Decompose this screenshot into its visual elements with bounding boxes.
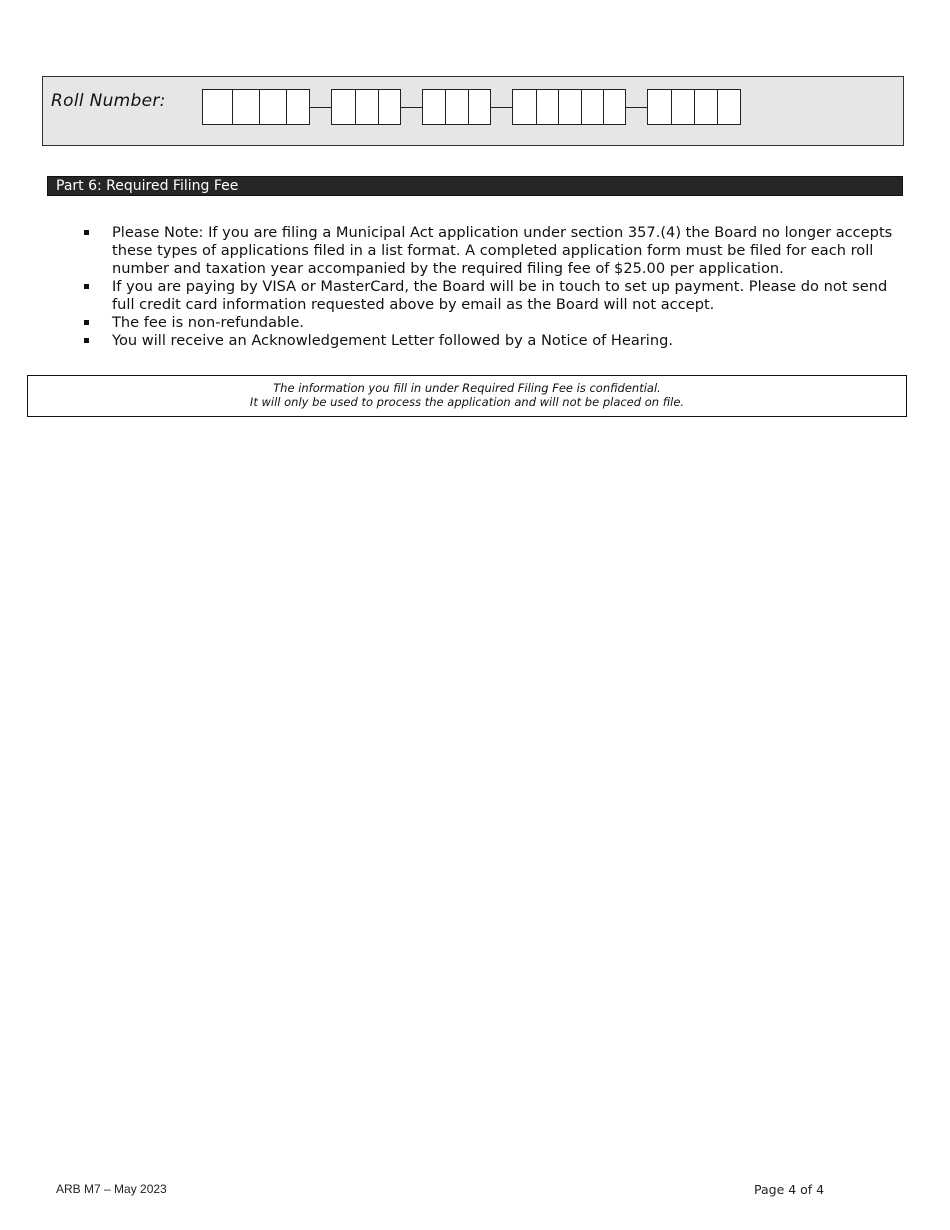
roll-digit-input[interactable] xyxy=(378,90,400,124)
confidentiality-notice xyxy=(27,375,907,417)
note-list-item xyxy=(84,332,898,350)
square-bullet-icon xyxy=(84,230,89,235)
form-id: ARB M7 – May 2023 xyxy=(56,1182,167,1196)
roll-digit-input[interactable] xyxy=(717,90,740,124)
roll-number-separator xyxy=(491,107,512,108)
roll-digit-input[interactable] xyxy=(536,90,558,124)
page-number: Page 4 of 4 xyxy=(754,1182,825,1197)
roll-number-fields xyxy=(202,90,741,124)
note-text: Please Note: If you are filing a Municipal Act application under section 357.(4) the Board no longer accepts these types of applications filed in a list format. A completed application form must be filed for each roll number and taxation year accompanied by the required filing fee of $25.00 per application. xyxy=(112,224,893,277)
roll-digit-input[interactable] xyxy=(355,90,378,124)
roll-digit-input[interactable] xyxy=(286,90,309,124)
note-list-item xyxy=(84,314,898,332)
roll-digit-input[interactable] xyxy=(513,90,536,124)
roll-digit-input[interactable] xyxy=(423,90,445,124)
roll-digit-input[interactable] xyxy=(648,90,671,124)
roll-digit-input[interactable] xyxy=(445,90,468,124)
roll-number-group-3 xyxy=(422,89,491,125)
roll-number-group-1 xyxy=(202,89,310,125)
roll-number-group-2 xyxy=(331,89,401,125)
roll-digit-input[interactable] xyxy=(603,90,625,124)
square-bullet-icon xyxy=(84,284,89,289)
note-text: The fee is non-refundable. xyxy=(112,314,304,331)
roll-digit-input[interactable] xyxy=(203,90,232,124)
roll-digit-input[interactable] xyxy=(671,90,694,124)
roll-number-section xyxy=(42,76,904,146)
roll-number-label: Roll Number: xyxy=(51,91,166,111)
roll-digit-input[interactable] xyxy=(259,90,286,124)
confidentiality-line-1: The information you fill in under Required Filing Fee is confidential. xyxy=(273,381,661,395)
roll-number-separator xyxy=(310,107,331,108)
filing-fee-notes xyxy=(84,224,898,350)
square-bullet-icon xyxy=(84,338,89,343)
roll-number-group-4 xyxy=(512,89,626,125)
roll-digit-input[interactable] xyxy=(332,90,355,124)
roll-digit-input[interactable] xyxy=(468,90,490,124)
note-list-item xyxy=(84,224,898,278)
roll-digit-input[interactable] xyxy=(558,90,581,124)
roll-digit-input[interactable] xyxy=(694,90,717,124)
confidentiality-line-2: It will only be used to process the application and will not be placed on file. xyxy=(249,395,685,409)
roll-number-group-5 xyxy=(647,89,741,125)
note-text: If you are paying by VISA or MasterCard, the Board will be in touch to set up payment. Please do not send full credit card information requested above by email as the Board will not accept. xyxy=(112,278,888,313)
roll-number-separator xyxy=(401,107,422,108)
section-header-required-filing-fee: Part 6: Required Filing Fee xyxy=(47,176,903,196)
roll-digit-input[interactable] xyxy=(232,90,259,124)
note-list-item xyxy=(84,278,898,314)
note-text: You will receive an Acknowledgement Letter followed by a Notice of Hearing. xyxy=(112,332,674,349)
roll-digit-input[interactable] xyxy=(581,90,603,124)
square-bullet-icon xyxy=(84,320,89,325)
roll-number-separator xyxy=(626,107,647,108)
